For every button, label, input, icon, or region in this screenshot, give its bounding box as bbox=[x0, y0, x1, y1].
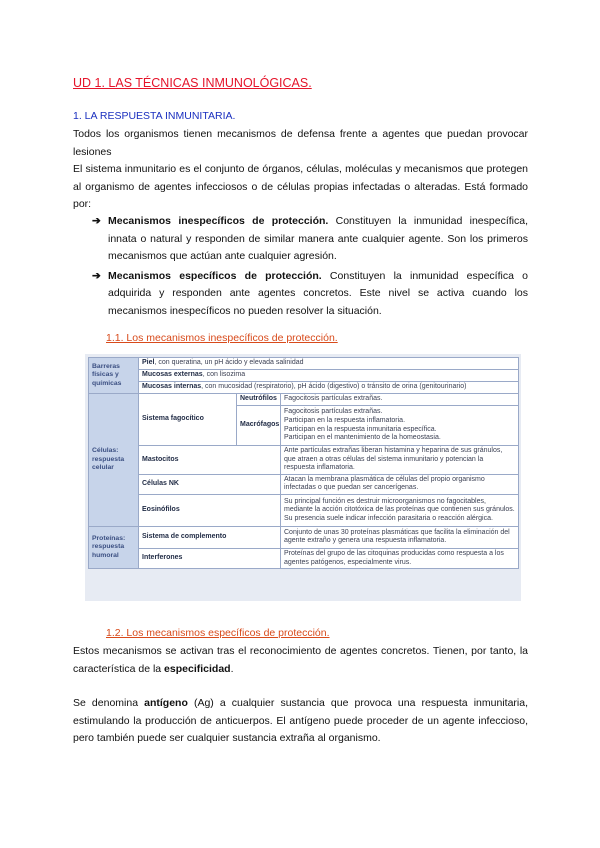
cell-complemento: Sistema de complemento bbox=[139, 526, 281, 548]
cell-sistema-fagocitico: Sistema fagocítico bbox=[139, 394, 237, 446]
cell-piel: Piel, con queratina, un pH ácido y elevada salinidad bbox=[139, 358, 519, 370]
group-proteinas: Proteínas: respuesta humoral bbox=[89, 526, 139, 568]
cell-celulas-nk-text: Atacan la membrana plasmática de células del propio organismo infectadas o que puedan ser cancerígenas. bbox=[281, 474, 519, 494]
cell-interferones-text: Proteínas del grupo de las citoquinas producidas como respuesta a los agentes patógenos, especialmente virus. bbox=[281, 548, 519, 568]
bullet-bold-label: Mecanismos específicos de protección. bbox=[108, 269, 322, 282]
paragraph-4: Se denomina antígeno (Ag) a cualquier sustancia que provoca una respuesta inmunitaria, estimulando la producción de anticuerpos. El antígeno puede proceder de un agente infeccioso, pero también puede ser cualquier sustancia extraña al organismo. bbox=[73, 697, 528, 744]
cell-macrofagos: Macrófagos bbox=[237, 406, 281, 446]
bullet-text: Constituyen la inmunidad inespecífica, innata o natural y responden de similar manera ante cualquier agente. Son los primeros mecanismos que actúan ante cualquier agresión. bbox=[108, 215, 528, 262]
cell-interferones: Interferones bbox=[139, 548, 281, 568]
cell-mucosas-internas: Mucosas internas, con mucosidad (respiratorio), pH ácido (digestivo) o tránsito de orina (genitourinario) bbox=[139, 382, 519, 394]
cell-neutrofilos: Neutrófilos bbox=[237, 394, 281, 406]
bullet-list bbox=[92, 213, 528, 322]
cell-neutrofilos-text: Fagocitosis partículas extrañas. bbox=[281, 394, 519, 406]
cell-celulas-nk: Células NK bbox=[139, 474, 281, 494]
group-barreras: Barreras físicas y químicas bbox=[89, 358, 139, 394]
bullet-bold-label: Mecanismos inespecíficos de protección. bbox=[108, 215, 329, 227]
arrow-icon: ➔ bbox=[92, 215, 101, 227]
subsection-1-1-heading: 1.1. Los mecanismos inespecíficos de protección. bbox=[106, 332, 338, 344]
cell-mastocitos: Mastocitos bbox=[139, 446, 281, 475]
cell-macrofagos-text: Fagocitosis partículas extrañas. Participan en la respuesta inflamatoria. Participan en la respuesta inmunitaria específica. Participan en el mantenimiento de la homeostasia. bbox=[281, 406, 519, 446]
group-celulas: Células: respuesta celular bbox=[89, 394, 139, 527]
arrow-icon: ➔ bbox=[92, 269, 101, 282]
bullet-item-especificos bbox=[92, 268, 528, 321]
cell-mucosas-externas: Mucosas externas, con lisozima bbox=[139, 370, 519, 382]
cell-complemento-text: Conjunto de unas 30 proteínas plasmáticas que facilita la eliminación del agente extraño y genera una respuesta inflamatoria. bbox=[281, 526, 519, 548]
paragraph-3: Estos mecanismos se activan tras el reconocimiento de agentes concretos. Tienen, por tanto, la característica de la especificidad. bbox=[73, 645, 528, 675]
bullet-item-inespecificos bbox=[92, 213, 528, 266]
cell-eosinofilos-text: Su principal función es destruir microorganismos no fagocitables, mediante la acción citotóxica de las proteínas que contienen sus gránulos. Su presencia suele indicar infección parasitaria o reacción alérgica. bbox=[281, 494, 519, 526]
cell-eosinofilos: Eosinófilos bbox=[139, 494, 281, 526]
cell-mastocitos-text: Ante partículas extrañas liberan histamina y heparina de sus gránulos, que atraen a otras células del sistema inmunitario y potencian la respuesta inflamatoria. bbox=[281, 446, 519, 475]
paragraph-1: Todos los organismos tienen mecanismos de defensa frente a agentes que puedan provocar lesiones bbox=[73, 128, 528, 158]
subsection-1-2-heading: 1.2. Los mecanismos específicos de protección. bbox=[106, 627, 330, 639]
mechanisms-table bbox=[85, 354, 521, 601]
document-title: UD 1. LAS TÉCNICAS INMUNOLÓGICAS. bbox=[73, 76, 312, 90]
bullet-text: Constituyen la inmunidad específica o adquirida y responden ante agentes concretos. Este nivel se activa cuando los mecanismos inespecíficos no pueden resolver la situación. bbox=[108, 269, 528, 317]
paragraph-2: El sistema inmunitario es el conjunto de órganos, células, moléculas y mecanismos que protegen al organismo de agentes infecciosos o de células propias infectadas o alteradas. Está formado por: bbox=[73, 163, 528, 210]
section-1-heading: 1. LA RESPUESTA INMUNITARIA. bbox=[73, 110, 236, 122]
